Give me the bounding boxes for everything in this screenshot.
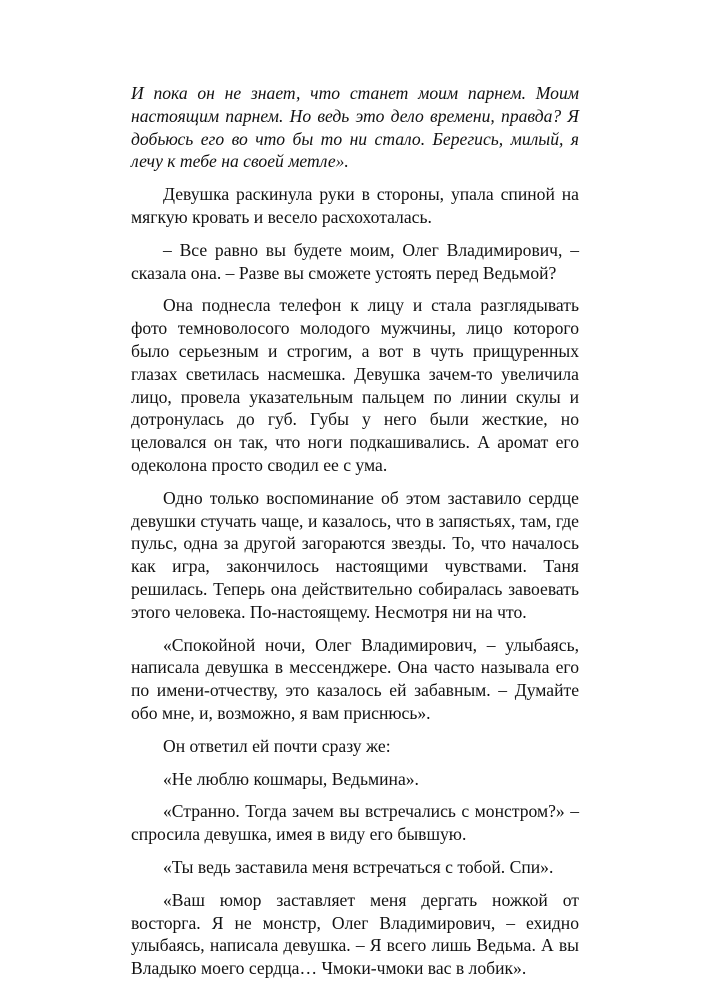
paragraph: «Спокойной ночи, Олег Владимирович, – улыбаясь, написала девушка в мессенджере. Она часто называла его по имени-отчеству, это казалось ей забавным. – Думайте обо мне, и, возможно, я вам приснюсь». [131, 634, 579, 723]
paragraph: «Не люблю кошмары, Ведьмина». [163, 768, 419, 789]
text-body [131, 82, 579, 990]
paragraph: Одно только воспоминание об этом заставило сердце девушки стучать чаще, и казалось, что в запястьях, там, где пульс, одна за другой загораются звезды. То, что началось как игра, закончилось настоящими чувствами. Таня решилась. Теперь она действительно собиралась завоевать этого человека. По-настоящему. Несмотря ни на что. [131, 487, 579, 622]
paragraph: – Все равно вы будете моим, Олег Владимирович, – сказала она. – Разве вы сможете устоять перед Ведьмой? [131, 239, 579, 283]
paragraph: «Странно. Тогда зачем вы встречались с монстром?» – спросила девушка, имея в виду его бывшую. [131, 801, 579, 845]
paragraph: «Ваш юмор заставляет меня дергать ножкой от восторга. Я не монстр, Олег Владимирович, – ехидно улыбаясь, написала девушка. – Я всего лишь Ведьма. А вы Владыко моего сердца… Чмоки-чмоки вас в лобик». [131, 889, 579, 979]
paragraph: Она поднесла телефон к лицу и стала разглядывать фото темноволосого молодого мужчины, лицо которого было серьезным и строгим, а вот в чуть прищуренных глазах светилась насмешка. Девушка зачем-то увеличила лицо, провела указательным пальцем по линии скулы и дотронулась до губ. Губы у него были жесткие, но целовался он так, что ноги подкашивались. А аромат его одеколона просто сводил ее с ума. [131, 295, 579, 475]
paragraph: «Ты ведь заставила меня встречаться с тобой. Спи». [163, 856, 554, 877]
paragraph-italic-intro: И пока он не знает, что станет моим парнем. Моим настоящим парнем. Но ведь это дело времени, правда? Я добьюсь его во что бы то ни стало. Берегись, милый, я лечу к тебе на своей метле». [131, 83, 579, 172]
paragraph: Он ответил ей почти сразу же: [163, 735, 391, 756]
paragraph: Девушка раскинула руки в стороны, упала спиной на мягкую кровать и весело расхохоталась. [131, 184, 579, 227]
